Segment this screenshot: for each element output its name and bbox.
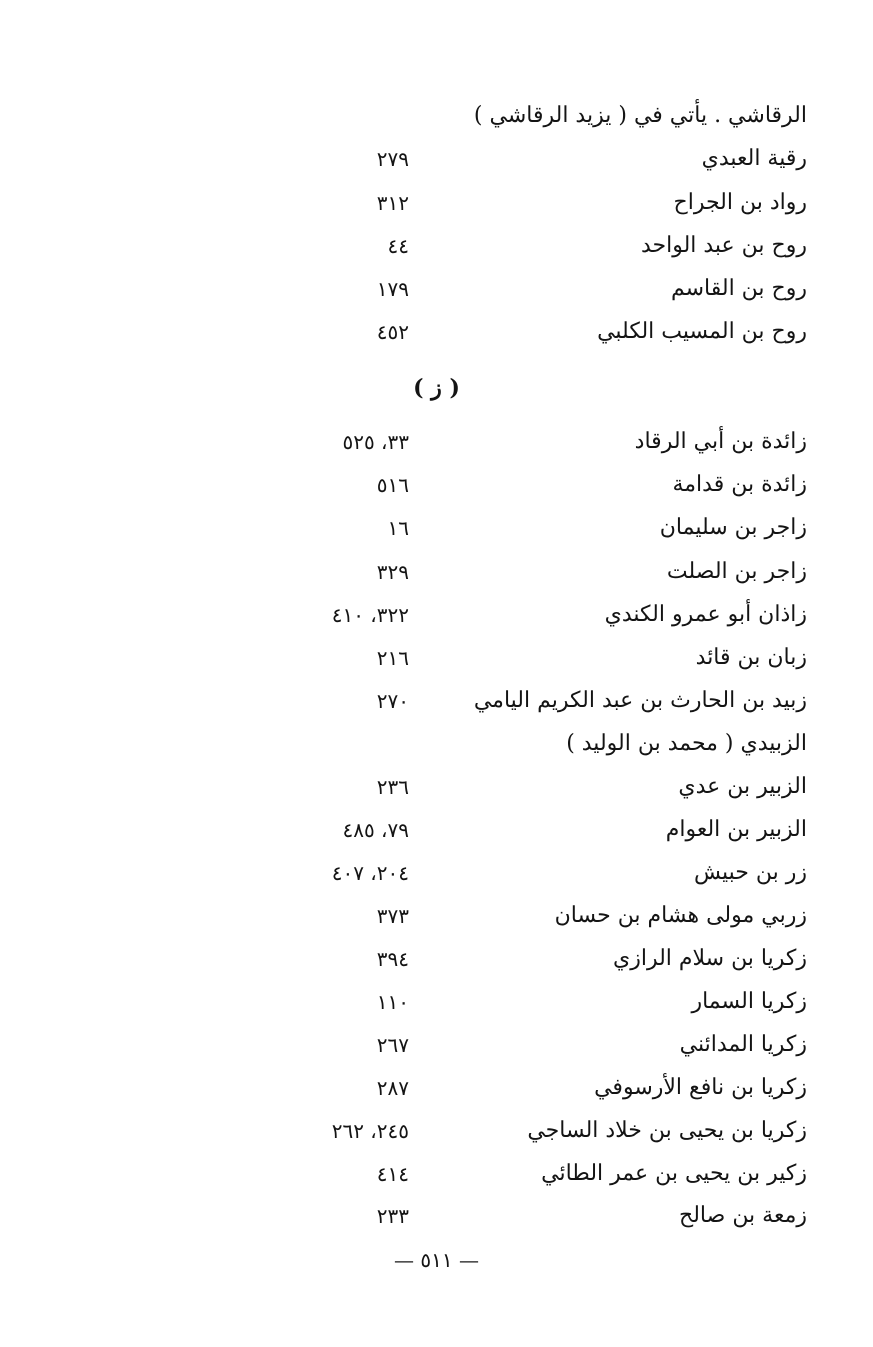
index-entry xyxy=(287,1196,807,1236)
index-entry xyxy=(287,982,807,1022)
index-entry xyxy=(287,183,807,223)
entry-name: زكريا بن نافع الأرسوفي xyxy=(594,1075,807,1100)
index-entry xyxy=(287,1111,807,1151)
entry-name: روح بن المسيب الكلبي xyxy=(597,319,807,344)
index-entry xyxy=(287,269,807,309)
entry-pages: ١٧٩ xyxy=(376,277,409,301)
entry-name: زبان بن قائد xyxy=(695,645,807,670)
entry-name: روح بن القاسم xyxy=(670,276,807,301)
entry-name: زكريا السمار xyxy=(691,989,807,1014)
entry-pages: ١٦ xyxy=(387,516,409,540)
page-number: — ٥١١ — xyxy=(394,1248,479,1272)
entry-name: رقية العبدي xyxy=(701,146,807,171)
entry-name: زائدة بن أبي الرقاد xyxy=(634,429,807,454)
entry-name: زمعة بن صالح xyxy=(679,1203,807,1228)
entry-pages: ٢٦٧ xyxy=(376,1033,409,1057)
index-entry xyxy=(287,810,807,850)
entry-pages: ٢٠٤، ٤٠٧ xyxy=(331,861,409,885)
entry-name: الزبيدي ( محمد بن الوليد ) xyxy=(566,731,807,756)
index-entry xyxy=(287,681,807,721)
index-entry xyxy=(287,595,807,635)
index-entry xyxy=(287,638,807,678)
index-entry xyxy=(287,853,807,893)
entry-pages: ٥١٦ xyxy=(376,473,409,497)
entry-name: زكير بن يحيى بن عمر الطائي xyxy=(541,1161,807,1186)
index-entry xyxy=(287,552,807,592)
index-entry xyxy=(287,767,807,807)
index-entry xyxy=(287,508,807,548)
index-entry xyxy=(287,139,807,179)
entry-pages: ٤٥٢ xyxy=(376,320,409,344)
index-entry xyxy=(287,1068,807,1108)
entry-pages: ٣٧٣ xyxy=(376,904,409,928)
index-entry xyxy=(287,96,807,136)
entry-name: زاجر بن الصلت xyxy=(666,559,807,584)
entry-name: الزبير بن العوام xyxy=(665,817,807,842)
entry-name: الرقاشي . يأتي في ( يزيد الرقاشي ) xyxy=(473,103,807,128)
entry-name: زكريا بن سلام الرازي xyxy=(612,946,807,971)
entry-pages: ٣١٢ xyxy=(376,191,409,215)
entry-name: زاذان أبو عمرو الكندي xyxy=(604,602,807,627)
index-entry xyxy=(287,1154,807,1194)
entry-pages: ٣٢٩ xyxy=(376,560,409,584)
index-entry xyxy=(287,312,807,352)
entry-pages: ٢٧٩ xyxy=(376,147,409,171)
index-entry xyxy=(287,465,807,505)
entry-name: زائدة بن قدامة xyxy=(672,472,807,497)
entry-name: زكريا بن يحيى بن خلاد الساجي xyxy=(527,1118,807,1143)
entry-pages: ٧٩، ٤٨٥ xyxy=(342,818,409,842)
entry-pages: ٢٤٥، ٢٦٢ xyxy=(331,1119,409,1143)
index-entry xyxy=(287,226,807,266)
entry-name: الزبير بن عدي xyxy=(678,774,807,799)
entry-name: زكريا المدائني xyxy=(679,1032,807,1057)
index-entry xyxy=(287,1025,807,1065)
entry-pages: ٢١٦ xyxy=(376,646,409,670)
entry-name: زر بن حبيش xyxy=(693,860,807,885)
entry-pages: ٤١٤ xyxy=(376,1162,409,1186)
entry-pages: ١١٠ xyxy=(376,990,409,1014)
entry-pages: ٣٣، ٥٢٥ xyxy=(342,430,409,454)
entry-pages: ٣٩٤ xyxy=(376,947,409,971)
entry-pages: ٢٣٣ xyxy=(376,1204,409,1228)
index-entry xyxy=(287,422,807,462)
entry-name: روح بن عبد الواحد xyxy=(640,233,807,258)
entry-pages: ٢٣٦ xyxy=(376,775,409,799)
index-entry xyxy=(287,724,807,764)
entry-pages: ٢٨٧ xyxy=(376,1076,409,1100)
index-entry xyxy=(287,896,807,936)
entry-name: رواد بن الجراح xyxy=(673,190,807,215)
entry-name: زبيد بن الحارث بن عبد الكريم اليامي xyxy=(473,688,807,713)
entry-pages: ٢٧٠ xyxy=(376,689,409,713)
entry-pages: ٤٤ xyxy=(387,234,409,258)
section-heading: ( ز ) xyxy=(413,375,460,401)
entry-pages: ٣٢٢، ٤١٠ xyxy=(331,603,409,627)
index-entry xyxy=(287,939,807,979)
entry-name: زاجر بن سليمان xyxy=(659,515,807,540)
entry-name: زربي مولى هشام بن حسان xyxy=(554,903,807,928)
